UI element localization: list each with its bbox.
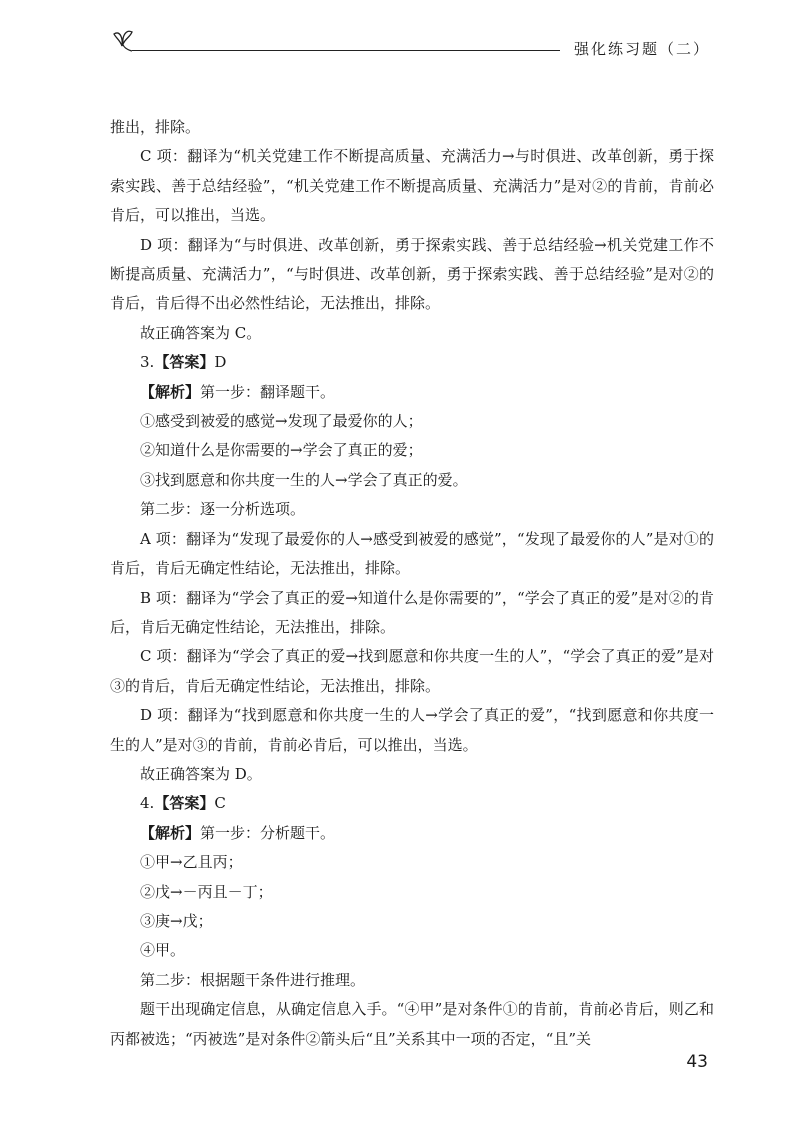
paragraph: 题干出现确定信息，从确定信息入手。“④甲”是对条件①的肯前，肯前必肯后，则乙和丙都被选；“丙被选”是对条件②箭头后“且”关系其中一项的否定，“且”关 — [110, 1000, 714, 1048]
analysis-step: 第一步：翻译题干。 — [200, 382, 336, 401]
paragraph: 第二步：根据题干条件进行推理。 — [140, 970, 366, 989]
analysis-label: 【解析】 — [140, 823, 201, 842]
answer-line-4 — [110, 789, 714, 818]
paragraph: D 项：翻译为“与时俱进、改革创新，勇于探索实践、善于总结经验→机关党建工作不断提高质量、充满活力”，“与时俱进、改革创新，勇于探索实践、善于总结经验”是对②的肯后，肯后得不出必然性结论，无法推出，排除。 — [110, 235, 714, 313]
question-number: 3. — [140, 353, 155, 372]
answer-value: C — [214, 794, 226, 813]
answer-label: 【答案】 — [154, 794, 215, 813]
paragraph: D 项：翻译为“找到愿意和你共度一生的人→学会了真正的爱”，“找到愿意和你共度一生的人”是对③的肯前，肯前必肯后，可以推出，当选。 — [110, 706, 714, 754]
paragraph: C 项：翻译为“机关党建工作不断提高质量、充满活力→与时俱进、改革创新，勇于探索实践、善于总结经验”，“机关党建工作不断提高质量、充满活力”是对②的肯前，肯前必肯后，可以推出，当选。 — [110, 147, 714, 225]
paragraph: 故正确答案为 C。 — [140, 323, 262, 342]
paragraph: ②知道什么是你需要的→学会了真正的爱； — [140, 441, 423, 460]
paragraph: ③找到愿意和你共度一生的人→学会了真正的爱。 — [140, 470, 468, 489]
answer-line-3 — [110, 348, 714, 377]
analysis-label: 【解析】 — [140, 382, 201, 401]
paragraph: 推出，排除。 — [110, 118, 201, 136]
analysis-step: 第一步：分析题干。 — [200, 823, 336, 842]
paragraph: B 项：翻译为“学会了真正的爱→知道什么是你需要的”，“学会了真正的爱”是对②的肯后，肯后无确定性结论，无法推出，排除。 — [110, 588, 714, 636]
question-number: 4. — [140, 794, 155, 813]
paragraph: C 项：翻译为“学会了真正的爱→找到愿意和你共度一生的人”，“学会了真正的爱”是对③的肯后，肯后无确定性结论，无法推出，排除。 — [110, 647, 714, 695]
answer-value: D — [214, 353, 227, 372]
paragraph: ①感受到被爱的感觉→发现了最爱你的人； — [140, 412, 423, 431]
analysis-line — [110, 378, 714, 407]
header-title: 强化练习题（二） — [573, 40, 710, 58]
paragraph: 第二步：逐一分析选项。 — [140, 500, 306, 519]
paragraph: ③庚→戊； — [140, 911, 213, 930]
page-body — [110, 113, 714, 1054]
paragraph: ①甲→乙且丙； — [140, 853, 243, 872]
paragraph: A 项：翻译为“发现了最爱你的人→感受到被爱的感觉”，“发现了最爱你的人”是对①的肯后，肯后无确定性结论，无法推出，排除。 — [110, 529, 714, 578]
header-rule — [132, 50, 560, 51]
paragraph: ④甲。 — [140, 941, 186, 960]
paragraph: ②戊→－丙且－丁； — [140, 882, 273, 901]
analysis-line — [110, 819, 714, 848]
paragraph: 故正确答案为 D。 — [140, 764, 262, 783]
running-header — [110, 26, 710, 60]
answer-label: 【答案】 — [154, 353, 215, 372]
page-number: 43 — [686, 1052, 708, 1072]
